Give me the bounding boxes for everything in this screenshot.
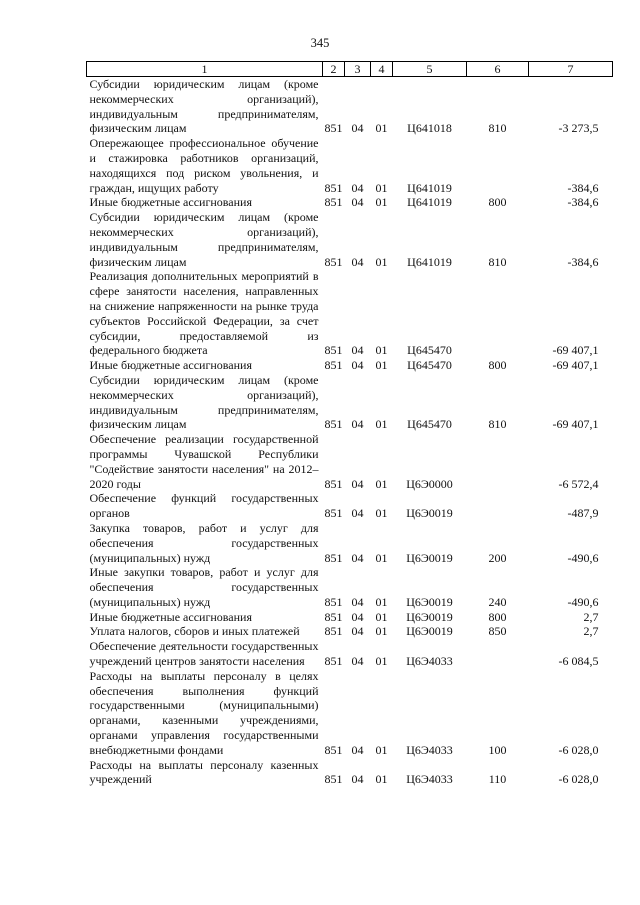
row-col-3: 04 — [351, 624, 364, 639]
row-col-6: 800 — [488, 195, 507, 210]
row-col-7: -69 407,1 — [552, 343, 599, 358]
row-col-5: Ц641019 — [407, 254, 452, 269]
page-number: 345 — [310, 36, 330, 50]
row-col-6: 810 — [488, 417, 507, 432]
row-name: Расходы на выплаты персоналу в целях обеспечения выполнения функций государственными (муниципальными) органами, казенными учреждениями, органами управления государственными внебюджетными фондами — [89, 668, 319, 757]
row-col-6: 810 — [488, 121, 507, 136]
row-col-4: 01 — [375, 343, 388, 358]
header-col-4: 4 — [371, 62, 393, 77]
row-col-3: 04 — [351, 180, 364, 195]
table-row — [87, 639, 613, 669]
row-name: Иные закупки товаров, работ и услуг для обеспечения государственных (муниципальных) нужд — [89, 565, 319, 609]
row-col-4: 01 — [375, 506, 388, 521]
table-row — [87, 77, 613, 137]
table-row — [87, 269, 613, 358]
row-col-7: -6 028,0 — [558, 742, 599, 757]
row-col-2: 851 — [324, 417, 343, 432]
table-header — [87, 62, 613, 77]
row-col-6: 240 — [488, 594, 507, 609]
row-name: Закупка товаров, работ и услуг для обеспечения государственных (муниципальных) нужд — [89, 520, 319, 565]
row-col-2: 851 — [324, 609, 343, 624]
row-col-7: -490,6 — [567, 550, 599, 565]
row-col-6: 200 — [488, 550, 507, 565]
row-col-6 — [467, 491, 529, 521]
row-name: Иные бюджетные ассигнования — [89, 195, 252, 210]
table-body — [87, 77, 613, 788]
row-name: Расходы на выплаты персоналу казенных учреждений — [89, 757, 319, 787]
row-col-7: -69 407,1 — [552, 358, 599, 373]
table-row — [87, 432, 613, 491]
header-col-6: 6 — [467, 62, 529, 77]
row-col-4: 01 — [375, 609, 388, 624]
row-col-7: -6 084,5 — [558, 654, 599, 669]
header-col-3: 3 — [345, 62, 371, 77]
header-col-7: 7 — [529, 62, 613, 77]
row-col-5: Ц6Э0019 — [406, 550, 453, 565]
row-col-2: 851 — [324, 654, 343, 669]
row-col-5: Ц645470 — [407, 358, 452, 373]
row-col-4: 01 — [375, 358, 388, 373]
row-name: Реализация дополнительных мероприятий в сфере занятости населения, направленных на снижение напряженности на рынке труда субъектов Российской Федерации, за счет субсидии, предоставляемой из федерального бюджета — [89, 269, 319, 358]
row-name: Иные бюджетные ассигнования — [89, 358, 252, 373]
row-col-7: 2,7 — [583, 609, 599, 624]
row-name: Обеспечение деятельности государственных учреждений центров занятости населения — [89, 639, 319, 669]
row-col-7: -384,6 — [567, 195, 599, 210]
row-name: Обеспечение функций государственных органов — [89, 491, 319, 521]
row-col-5: Ц6Э4033 — [406, 742, 453, 757]
row-name: Обеспечение реализации государственной программы Чувашской Республики "Содействие занятости населения" на 2012–2020 годы — [89, 432, 319, 491]
table-row — [87, 195, 613, 210]
row-col-5: Ц641018 — [407, 121, 452, 136]
row-col-4: 01 — [375, 772, 388, 787]
row-col-4: 01 — [375, 594, 388, 609]
row-col-5: Ц641019 — [407, 195, 452, 210]
row-col-3: 04 — [351, 121, 364, 136]
row-col-2: 851 — [324, 624, 343, 639]
row-col-4: 01 — [375, 550, 388, 565]
row-col-3: 04 — [351, 195, 364, 210]
table-row — [87, 358, 613, 373]
table-row — [87, 624, 613, 639]
budget-table — [86, 61, 613, 787]
row-col-5: Ц645470 — [407, 343, 452, 358]
header-row — [87, 62, 613, 77]
row-col-3: 04 — [351, 594, 364, 609]
row-col-6: 850 — [488, 624, 507, 639]
row-col-2: 851 — [324, 550, 343, 565]
row-col-3: 04 — [351, 343, 364, 358]
row-col-3: 04 — [351, 476, 364, 491]
row-col-2: 851 — [324, 358, 343, 373]
row-col-5: Ц6Э0019 — [406, 506, 453, 521]
table-row — [87, 521, 613, 565]
row-col-3: 04 — [351, 742, 364, 757]
row-col-2: 851 — [324, 594, 343, 609]
row-col-7: -3 273,5 — [558, 121, 599, 136]
table-row — [87, 210, 613, 269]
table-row — [87, 136, 613, 195]
row-col-2: 851 — [324, 742, 343, 757]
table-row — [87, 758, 613, 788]
row-col-5: Ц641019 — [407, 180, 452, 195]
row-col-2: 851 — [324, 476, 343, 491]
row-col-6 — [467, 432, 529, 491]
row-col-7: -384,6 — [567, 254, 599, 269]
row-col-4: 01 — [375, 654, 388, 669]
row-col-6 — [467, 269, 529, 358]
row-col-5: Ц645470 — [407, 417, 452, 432]
row-col-4: 01 — [375, 742, 388, 757]
row-col-4: 01 — [375, 476, 388, 491]
row-col-7: -6 572,4 — [558, 476, 599, 491]
row-col-4: 01 — [375, 180, 388, 195]
row-col-5: Ц6Э0000 — [406, 476, 453, 491]
row-col-4: 01 — [375, 417, 388, 432]
row-col-5: Ц6Э0019 — [406, 624, 453, 639]
row-col-6 — [467, 136, 529, 195]
row-col-2: 851 — [324, 772, 343, 787]
row-name: Иные бюджетные ассигнования — [89, 609, 252, 624]
row-name: Субсидии юридическим лицам (кроме некоммерческих организаций), индивидуальным предпринимателям, физическим лицам — [89, 77, 319, 136]
row-col-3: 04 — [351, 609, 364, 624]
header-col-1: 1 — [87, 62, 323, 77]
row-col-4: 01 — [375, 121, 388, 136]
row-col-6: 110 — [488, 772, 507, 787]
row-col-5: Ц6Э4033 — [406, 654, 453, 669]
row-col-7: -490,6 — [567, 594, 599, 609]
row-col-3: 04 — [351, 654, 364, 669]
row-col-4: 01 — [375, 195, 388, 210]
row-col-5: Ц6Э0019 — [406, 594, 453, 609]
row-col-6: 800 — [488, 609, 507, 624]
table-row — [87, 373, 613, 432]
row-col-6: 100 — [488, 742, 507, 757]
row-col-2: 851 — [324, 195, 343, 210]
table-row — [87, 491, 613, 521]
table-row — [87, 669, 613, 758]
row-name: Субсидии юридическим лицам (кроме некоммерческих организаций), индивидуальным предпринимателям, физическим лицам — [89, 210, 319, 269]
row-col-7: 2,7 — [583, 624, 599, 639]
row-name: Субсидии юридическим лицам (кроме некоммерческих организаций), индивидуальным предпринимателям, физическим лицам — [89, 372, 319, 432]
row-col-3: 04 — [351, 506, 364, 521]
row-col-2: 851 — [324, 506, 343, 521]
row-col-5: Ц6Э4033 — [406, 772, 453, 787]
row-col-4: 01 — [375, 254, 388, 269]
row-col-3: 04 — [351, 772, 364, 787]
row-col-4: 01 — [375, 624, 388, 639]
row-col-6 — [467, 639, 529, 669]
row-col-5: Ц6Э0019 — [406, 609, 453, 624]
row-col-3: 04 — [351, 358, 364, 373]
row-col-7: -384,6 — [567, 180, 599, 195]
row-col-7: -6 028,0 — [558, 772, 599, 787]
row-col-2: 851 — [324, 180, 343, 195]
row-col-6: 810 — [488, 254, 507, 269]
row-col-3: 04 — [351, 254, 364, 269]
row-col-7: -69 407,1 — [552, 417, 599, 432]
row-col-2: 851 — [324, 254, 343, 269]
table-row — [87, 610, 613, 625]
row-col-2: 851 — [324, 121, 343, 136]
header-col-5: 5 — [393, 62, 467, 77]
row-col-6: 800 — [488, 358, 507, 373]
header-col-2: 2 — [323, 62, 345, 77]
row-col-3: 04 — [351, 417, 364, 432]
row-col-7: -487,9 — [567, 506, 599, 521]
row-col-3: 04 — [351, 550, 364, 565]
table-row — [87, 565, 613, 609]
row-name: Уплата налогов, сборов и иных платежей — [89, 624, 300, 639]
row-col-2: 851 — [324, 343, 343, 358]
row-name: Опережающее профессиональное обучение и стажировка работников организаций, находящихся под риском увольнения, и граждан, ищущих работу — [89, 136, 319, 195]
